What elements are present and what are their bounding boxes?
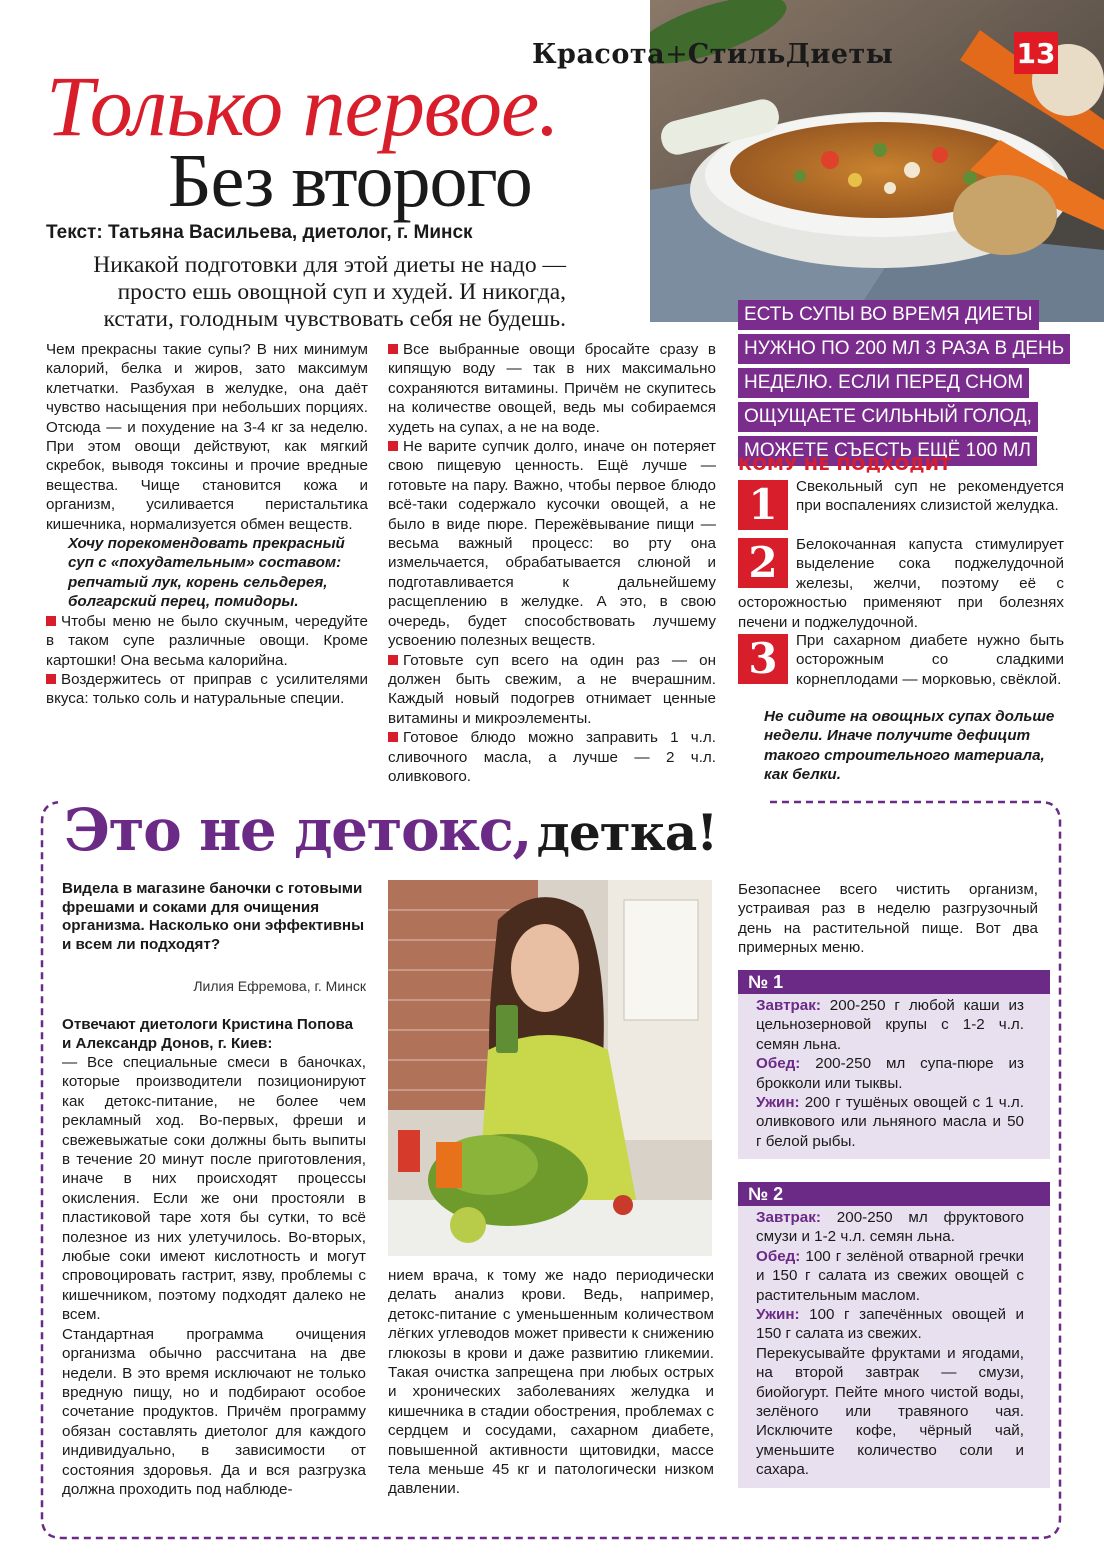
paragraph: Стандартная программа очищения организма обычно рассчитана на две недели. В это время исключают не только вредную пищу, но и подбирают особое сочетание продуктов. Причём программу обязан составлять диетолог для каждого индивидуально, в зависимости от состояния здоровья. Да и вся разгрузка должна проходить под наблюде- xyxy=(62,1325,366,1498)
detox-title xyxy=(64,796,717,864)
woman-with-juice-photo xyxy=(388,880,712,1256)
section-diets: Диеты xyxy=(785,38,894,70)
page-number: 13 xyxy=(1014,32,1058,74)
menu-title: № 1 xyxy=(738,970,1050,994)
reader-question: Видела в магазине баночки с готовыми фрешами и соками для очищения организма. Насколько они эффективны и всем ли подходят? xyxy=(62,880,365,953)
number-badge: 1 xyxy=(738,480,788,530)
paragraph xyxy=(388,651,716,729)
detox-title-black: детка! xyxy=(536,803,718,862)
breakfast-text: 200-250 г любой каши из цельнозерновой крупы с 1-2 ч.л. семян льна. xyxy=(756,997,1024,1053)
article-title-line1: Только первое. xyxy=(46,58,559,154)
article2-column-3 xyxy=(738,880,1038,958)
article-lead: Никакой подготовки для этой диеты не надо — просто ешь овощной суп и худей. И никогда, кстати, голодным чувствовать себя не будешь. xyxy=(93,252,566,332)
dinner-text: 100 г запечённых овощей и 150 г салата из свежих. xyxy=(756,1306,1024,1343)
menu-title: № 2 xyxy=(738,1182,1050,1206)
bullet-square-icon xyxy=(388,655,398,665)
paragraph-text: Чтобы меню не было скучным, чередуйте в таком супе различные овощи. Кроме картошки! Она весьма калорийна. xyxy=(46,612,368,669)
article-byline: Текст: Татьяна Васильева, диетолог, г. Минск xyxy=(46,222,473,243)
article2-column-1 xyxy=(62,1053,366,1499)
callout-line: ОЩУЩАЕТЕ СИЛЬНЫЙ ГОЛОД, xyxy=(738,402,1038,432)
menu-body xyxy=(738,994,1050,1159)
callout-line: НЕДЕЛЮ. ЕСЛИ ПЕРЕД СНОМ xyxy=(738,368,1029,398)
callout-line: НУЖНО ПО 200 МЛ 3 РАЗА В ДЕНЬ xyxy=(738,334,1070,364)
number-badge: 2 xyxy=(738,538,788,588)
callout-box xyxy=(738,300,1078,470)
breakfast-label: Завтрак: xyxy=(756,997,821,1014)
contraindication-text: Белокочанная капуста стимулирует выделение сока поджелудочной железы, желчи, поэтому её с осторожностью применяют при болезнях печени и поджелудочной. xyxy=(738,536,1064,631)
recommendation-italic: Хочу порекомендовать прекрасный суп с «похудательным» составом: репчатый лук, корень сельдерея, болгарский перец, помидоры. xyxy=(68,535,345,611)
paragraph xyxy=(46,612,368,670)
callout-line: МОЖЕТЕ СЪЕСТЬ ЕЩЁ 100 МЛ xyxy=(738,436,1037,466)
lunch-label: Обед: xyxy=(756,1055,801,1073)
question-author: Лилия Ефремова, г. Минск xyxy=(193,978,366,994)
contraindication-item xyxy=(738,631,1064,689)
lunch-label: Обед: xyxy=(756,1247,801,1265)
bullet-square-icon xyxy=(46,674,56,684)
contraindication-text: При сахарном диабете нужно быть осторожным со сладкими корнеплодами — морковью, свёклой. xyxy=(796,632,1064,688)
paragraph: — Все специальные смеси в баночках, которые производители позиционируют как детокс-питание, не более чем рекламный ход. Во-первых, фреши и свежевыжатые соки должны быть выпиты в течение 20 минут после приготовления, иначе в них происходят процессы окисления. Если же они простояли в пластиковой таре хотя бы сутки, то всё полезное из них улетучилось. Во-вторых, любые соки имеют кислотность и могут спровоцировать гастрит, язву, проблемы с кишечником, поэтому подходят далеко не всем. xyxy=(62,1054,366,1324)
section-separator: + xyxy=(665,38,688,70)
lunch-text: 200-250 мл супа-пюре из брокколи или тыквы. xyxy=(756,1055,1024,1092)
breakfast-label: Завтрак: xyxy=(756,1209,821,1226)
article1-column-1 xyxy=(46,340,368,709)
lunch-text: 100 г зелёной отварной гречки и 150 г салата из свежих овощей с растительным маслом. xyxy=(756,1247,1024,1304)
section-beauty: Красота xyxy=(532,38,666,70)
bullet-square-icon xyxy=(388,344,398,354)
paragraph: нием врача, к тому же надо периодически делать анализ крови. Ведь, например, детокс-питание с уменьшенным количеством лёгких углеводов может привести к снижению глюкозы в крови и даже развитию гликемии. Такая очистка запрещена при любых острых и хронических заболеваниях желудка и кишечника в стадии обострения, проблемах с сердцем и сосудами, сахарном диабете, повышенной активности щитовидки, массе тела меньше 45 кг и патологически низком давлении. xyxy=(388,1267,714,1498)
contraindication-item xyxy=(738,535,1064,632)
article1-column-2 xyxy=(388,340,716,786)
snack-text: Перекусывайте фруктами и ягодами, на второй завтрак — смузи, биойогурт. Пейте много чистой воды, зелёного или травяного чая. Исключите кофе, чёрный чай, уменьшите количество соли и сахара. xyxy=(756,1344,1024,1479)
paragraph-text: Воздержитесь от приправ с усилителями вкуса: только соль и натуральные специи. xyxy=(46,670,368,708)
paragraph: Безопаснее всего чистить организм, устраивая раз в неделю разгрузочный день на растительной пище. Вот два примерных меню. xyxy=(738,881,1038,957)
warning-note: Не сидите на овощных супах дольше недели. Иначе получите дефицит такого строительного материала, как белки. xyxy=(764,708,1055,784)
menu-box-2 xyxy=(738,1182,1050,1488)
section-header xyxy=(532,34,893,74)
contraindication-text: Свекольный суп не рекомендуется при воспалениях слизистой желудка. xyxy=(796,478,1064,515)
menu-body xyxy=(738,1206,1050,1488)
dinner-label: Ужин: xyxy=(756,1306,800,1324)
detox-title-purple: Это не детокс, xyxy=(64,796,532,864)
paragraph-text: Не варите супчик долго, иначе он потеряет свою пищевую ценность. Ещё лучше — готовьте на пару. Важно, чтобы первое блюдо всё-таки содержало кусочки овощей, а не было в виде пюре. Пережёвывание пищи — весьма важный процесс: во рту она измельчается, обрабатывается слюной и подготавливается к дальнейшему расщеплению в желудке. А это, в свою очередь, будет способствовать лучшему усвоению полезных веществ. xyxy=(388,438,716,650)
paragraph xyxy=(388,340,716,437)
bullet-square-icon xyxy=(388,441,398,451)
contraindications-title: КОМУ НЕ ПОДХОДИТ xyxy=(738,455,952,475)
article-title-line2: Без второго xyxy=(168,139,532,223)
dinner-text: 200 г тушёных овощей с 1 ч.л. оливкового или льняного масла и 50 г белой рыбы. xyxy=(756,1094,1024,1150)
section-style: Стиль xyxy=(687,38,786,70)
paragraph-text: Все выбранные овощи бросайте сразу в кипящую воду — так в них максимально сохраняются витамины. Причём не скупитесь на количестве овощей, ведь мы собираемся худеть на супах, а не на воде. xyxy=(388,341,716,436)
dinner-label: Ужин: xyxy=(756,1094,800,1112)
article2-column-2 xyxy=(388,1266,714,1499)
paragraph xyxy=(46,670,368,709)
paragraph-text: Готовое блюдо можно заправить 1 ч.л. сливочного масла, а лучше — 2 ч.л. оливкового. xyxy=(388,729,716,785)
number-badge: 3 xyxy=(738,634,788,684)
paragraph-text: Готовьте суп всего на один раз — он должен быть свежим, а не вчерашним. Каждый новый подогрев отнимает ценные витамины и микроэлементы. xyxy=(388,651,716,727)
paragraph xyxy=(388,728,716,786)
bullet-square-icon xyxy=(46,616,56,626)
answer-authors: Отвечают диетологи Кристина Попова и Александр Донов, г. Киев: xyxy=(62,1016,354,1052)
breakfast-text: 200-250 мл фруктового смузи и 1-2 ч.л. семян льна. xyxy=(756,1209,1024,1246)
contraindication-item xyxy=(738,477,1064,532)
bullet-square-icon xyxy=(388,732,398,742)
menu-box-1 xyxy=(738,970,1050,1159)
callout-line: ЕСТЬ СУПЫ ВО ВРЕМЯ ДИЕТЫ xyxy=(738,300,1039,330)
paragraph xyxy=(388,437,716,650)
paragraph: Чем прекрасны такие супы? В них минимум калорий, белка и жиров, зато максимум клетчатки. Разбухая в желудке, она даёт чувство насыщения при небольших порциях. Отсюда — и похудение на 3-4 кг за неделю. При этом овощи действуют, как мягкий скребок, выводя токсины и прочие вредные вещества. Чище становится кожа и организм, усиливается перистальтика кишечника, нормализуется обмен веществ. xyxy=(46,341,368,533)
